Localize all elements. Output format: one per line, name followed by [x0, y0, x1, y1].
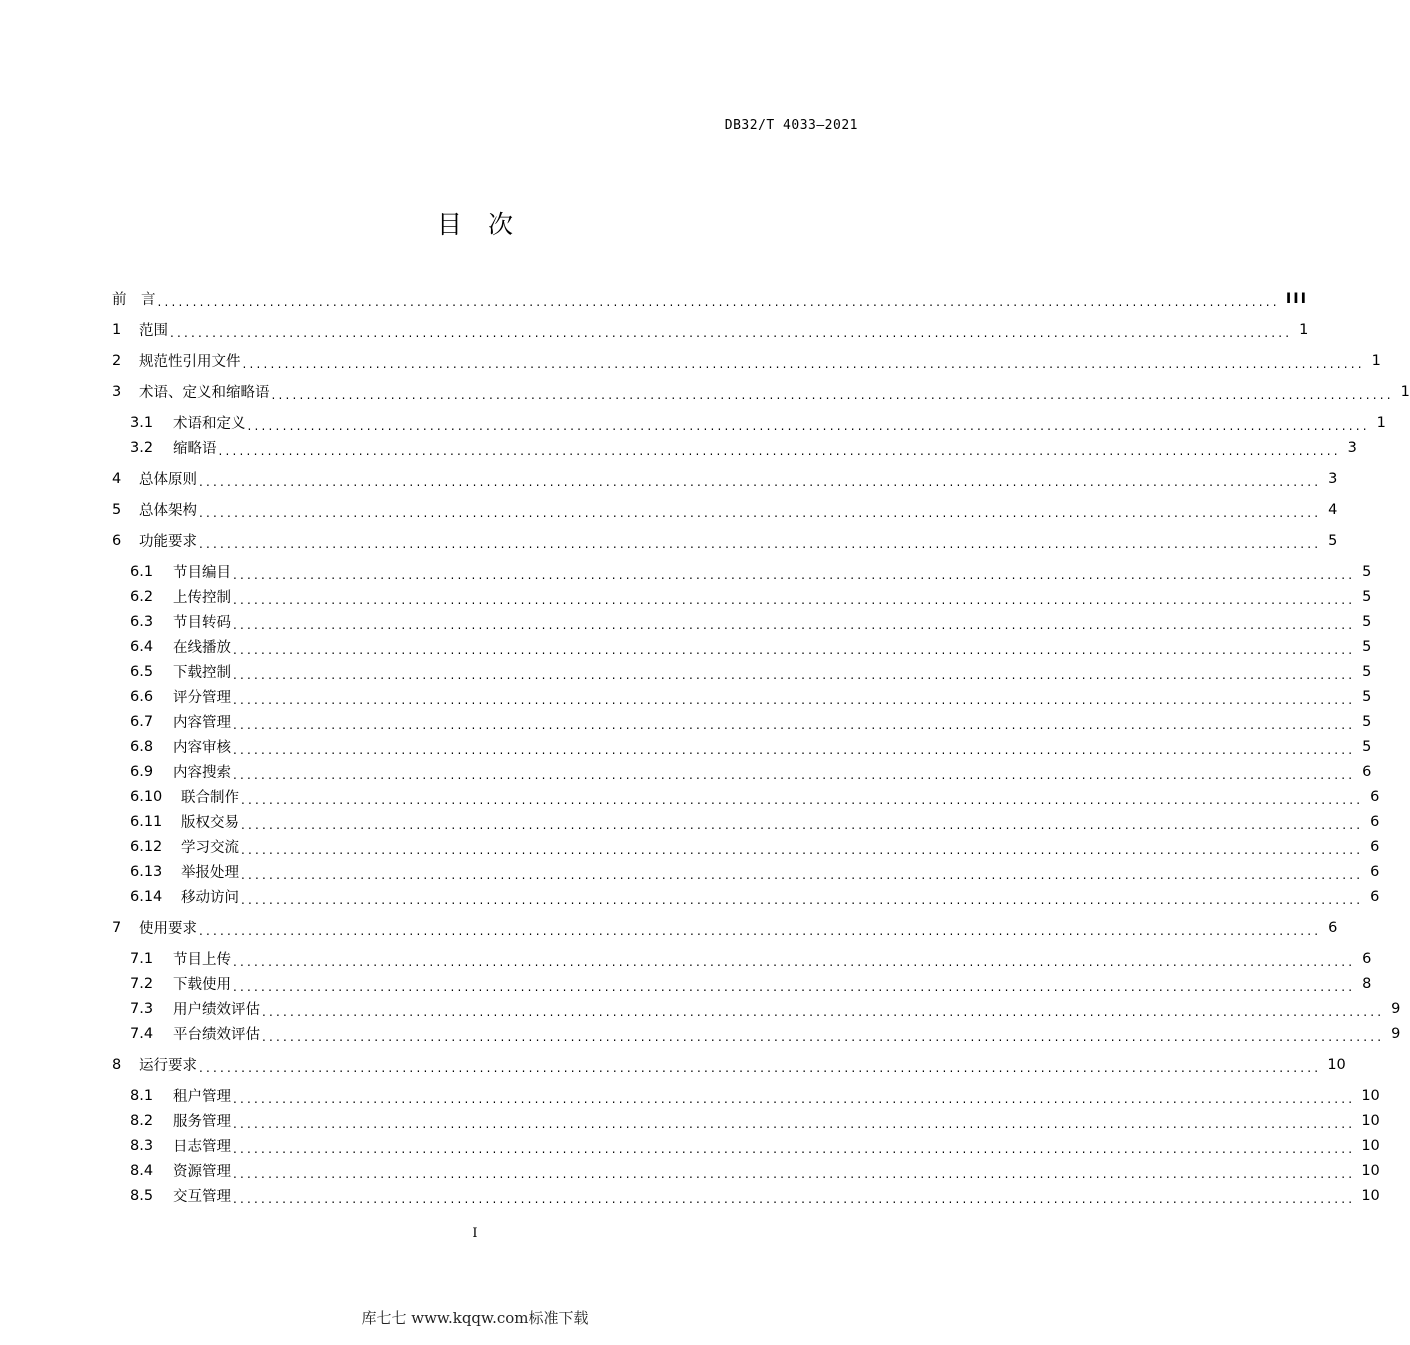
toc-entry-number: 6.10 — [130, 788, 163, 805]
toc-entry[interactable] — [112, 809, 1380, 834]
toc-leader-dots: ................................................................................................................................................................ — [241, 817, 1364, 832]
toc-entry-number: 8.1 — [130, 1087, 154, 1104]
toc-entry-number: 6.7 — [130, 713, 154, 730]
page-title — [0, 205, 950, 241]
toc-entry-label: 下载控制 — [173, 665, 231, 681]
toc-entry-label: 节目转码 — [173, 615, 231, 631]
toc-leader-dots: ................................................................................................................................................................ — [262, 1004, 1385, 1019]
toc-entry-page: 10 — [1327, 1056, 1346, 1073]
toc-entry-page: 9 — [1391, 1000, 1401, 1017]
toc-entry-page: 1 — [1371, 352, 1381, 369]
toc-entry[interactable] — [112, 971, 1372, 996]
toc-entry-label: 内容审核 — [173, 740, 231, 756]
toc-entry[interactable] — [112, 559, 1372, 584]
toc-leader-dots: ................................................................................................................................................................ — [199, 536, 1322, 551]
toc-entry-page: 8 — [1362, 975, 1372, 992]
toc-leader-dots: ................................................................................................................................................................ — [233, 617, 1356, 632]
toc-entry-page: 1 — [1376, 414, 1386, 431]
toc-entry[interactable] — [112, 1158, 1380, 1183]
toc-entry[interactable] — [112, 1083, 1380, 1108]
toc-entry-label: 在线播放 — [173, 640, 231, 656]
toc-entry-label: 平台绩效评估 — [173, 1027, 260, 1043]
toc-entry-page: 3 — [1347, 439, 1357, 456]
toc-entry[interactable] — [112, 859, 1380, 884]
toc-entry[interactable] — [112, 915, 1338, 940]
toc-entry-number: 6.12 — [130, 838, 163, 855]
toc-entry-page: 6 — [1370, 788, 1380, 805]
toc-entry-page: 5 — [1362, 713, 1372, 730]
toc-entry-number: 6.6 — [130, 688, 154, 705]
toc-entry-number: 6.8 — [130, 738, 154, 755]
toc-entry[interactable] — [112, 946, 1372, 971]
toc-entry-label: 缩略语 — [173, 441, 217, 457]
toc-entry-label: 日志管理 — [173, 1139, 231, 1155]
toc-entry-number: 6.14 — [130, 888, 163, 905]
toc-entry-number: 6.2 — [130, 588, 154, 605]
toc-entry-label: 使用要求 — [139, 921, 197, 937]
toc-leader-dots: ................................................................................................................................................................ — [199, 1060, 1322, 1075]
toc-entry[interactable] — [112, 528, 1338, 553]
toc-entry-page: 6 — [1362, 950, 1372, 967]
toc-entry-label: 内容搜索 — [173, 765, 231, 781]
toc-leader-dots: ................................................................................................................................................................ — [233, 1141, 1356, 1156]
toc-entry-label: 租户管理 — [173, 1089, 231, 1105]
toc-entry[interactable] — [112, 435, 1357, 460]
toc-entry[interactable] — [112, 609, 1372, 634]
toc-entry[interactable] — [112, 784, 1380, 809]
toc-leader-dots: ................................................................................................................................................................ — [233, 979, 1356, 994]
toc-entry-label: 版权交易 — [181, 815, 239, 831]
toc-entry-number: 2 — [112, 352, 122, 369]
toc-entry-label: 节目上传 — [173, 952, 231, 968]
toc-entry-number: 3.1 — [130, 414, 154, 431]
toc-entry-page: 10 — [1361, 1137, 1380, 1154]
toc-leader-dots: ................................................................................................................................................................ — [233, 567, 1356, 582]
toc-leader-dots: ................................................................................................................................................................ — [233, 1116, 1356, 1131]
toc-entry-page: 10 — [1361, 1112, 1380, 1129]
toc-leader-dots: ................................................................................................................................................................ — [271, 387, 1394, 402]
toc-entry-number: 6.4 — [130, 638, 154, 655]
toc-leader-dots: ................................................................................................................................................................ — [233, 592, 1356, 607]
toc-leader-dots: ................................................................................................................................................................ — [242, 356, 1365, 371]
toc-leader-dots: ................................................................................................................................................................ — [199, 923, 1322, 938]
toc-entry-label: 范围 — [139, 323, 168, 339]
toc-entry-page: 5 — [1362, 688, 1372, 705]
toc-entry-label: 学习交流 — [181, 840, 239, 856]
toc-entry-label: 前 言 — [112, 292, 156, 308]
toc-entry-label: 上传控制 — [173, 590, 231, 606]
toc-entry-label: 交互管理 — [173, 1189, 231, 1205]
footer-watermark: 库七七 www.kqqw.com标准下载 — [361, 1309, 589, 1327]
toc-entry-number: 6.11 — [130, 813, 163, 830]
toc-entry[interactable] — [112, 584, 1372, 609]
toc-entry-page: 5 — [1362, 638, 1372, 655]
toc-entry-number: 6.1 — [130, 563, 154, 580]
toc-entry-number: 5 — [112, 501, 122, 518]
toc-entry-number: 4 — [112, 470, 122, 487]
toc-leader-dots: ................................................................................................................................................................ — [170, 325, 1293, 340]
toc-entry-number: 8.2 — [130, 1112, 154, 1129]
toc-leader-dots: ................................................................................................................................................................ — [233, 742, 1356, 757]
toc-entry-number: 6 — [112, 532, 122, 549]
toc-entry-page: 6 — [1370, 863, 1380, 880]
toc-entry[interactable] — [112, 410, 1386, 435]
toc-entry-page: 3 — [1328, 470, 1338, 487]
toc-leader-dots: ................................................................................................................................................................ — [233, 767, 1356, 782]
toc-entry-number: 6.5 — [130, 663, 154, 680]
toc-leader-dots: ................................................................................................................................................................ — [233, 642, 1356, 657]
toc-leader-dots: ................................................................................................................................................................ — [233, 1091, 1356, 1106]
toc-leader-dots: ................................................................................................................................................................ — [262, 1029, 1385, 1044]
toc-entry[interactable] — [112, 996, 1401, 1021]
toc-entry-number: 8.5 — [130, 1187, 154, 1204]
toc-entry-label: 举报处理 — [181, 865, 239, 881]
toc-entry[interactable] — [112, 379, 1410, 404]
toc-entry[interactable] — [112, 348, 1381, 373]
toc-leader-dots: ................................................................................................................................................................ — [241, 842, 1364, 857]
toc-entry-label: 总体架构 — [139, 503, 197, 519]
toc-entry[interactable] — [112, 497, 1338, 522]
toc-entry-page: 5 — [1362, 563, 1372, 580]
toc-entry-page: 6 — [1370, 813, 1380, 830]
toc-entry-page: 5 — [1328, 532, 1338, 549]
toc-entry-label: 运行要求 — [139, 1058, 197, 1074]
toc-entry-page: 9 — [1391, 1025, 1401, 1042]
toc-entry[interactable] — [112, 1133, 1380, 1158]
toc-entry[interactable] — [112, 317, 1309, 342]
toc-entry-page: III — [1285, 290, 1308, 307]
toc-leader-dots: ................................................................................................................................................................ — [233, 717, 1356, 732]
toc-leader-dots: ................................................................................................................................................................ — [241, 867, 1364, 882]
toc-entry[interactable] — [112, 759, 1372, 784]
title-char-right: 次 — [488, 210, 514, 239]
toc-entry[interactable] — [112, 734, 1372, 759]
toc-leader-dots: ................................................................................................................................................................ — [199, 505, 1322, 520]
toc-entry-label: 总体原则 — [139, 472, 197, 488]
toc-entry-label: 联合制作 — [181, 790, 239, 806]
toc-entry-page: 5 — [1362, 588, 1372, 605]
toc-entry-page: 1 — [1299, 321, 1309, 338]
toc-entry[interactable] — [112, 1108, 1380, 1133]
toc-entry-page: 10 — [1361, 1187, 1380, 1204]
toc-entry-label: 术语、定义和缩略语 — [139, 385, 270, 401]
toc-entry-label: 节目编目 — [173, 565, 231, 581]
table-of-contents — [112, 286, 1410, 1208]
toc-entry-number: 7 — [112, 919, 122, 936]
toc-entry-page: 5 — [1362, 613, 1372, 630]
toc-entry-number: 3.2 — [130, 439, 154, 456]
toc-entry-number: 7.3 — [130, 1000, 154, 1017]
toc-entry[interactable] — [112, 634, 1372, 659]
toc-entry-number: 6.9 — [130, 763, 154, 780]
toc-entry-page: 5 — [1362, 738, 1372, 755]
toc-entry[interactable] — [112, 834, 1380, 859]
toc-entry[interactable] — [112, 1052, 1346, 1077]
toc-leader-dots: ................................................................................................................................................................ — [233, 1166, 1356, 1181]
toc-leader-dots: ................................................................................................................................................................ — [233, 667, 1356, 682]
toc-entry[interactable] — [112, 1021, 1401, 1046]
toc-entry-label: 功能要求 — [139, 534, 197, 550]
toc-entry[interactable] — [112, 684, 1372, 709]
toc-entry-number: 8.4 — [130, 1162, 154, 1179]
toc-entry-label: 下载使用 — [173, 977, 231, 993]
page-number: I — [472, 1226, 478, 1241]
toc-entry-label: 评分管理 — [173, 690, 231, 706]
toc-entry[interactable] — [112, 286, 1308, 311]
toc-entry-label: 规范性引用文件 — [139, 354, 241, 370]
toc-entry-number: 8 — [112, 1056, 122, 1073]
title-char-left: 目 — [436, 210, 462, 239]
document-code: DB32/T 4033—2021 — [724, 118, 858, 133]
toc-entry-label: 移动访问 — [181, 890, 239, 906]
toc-entry-number: 8.3 — [130, 1137, 154, 1154]
toc-leader-dots: ................................................................................................................................................................ — [233, 954, 1356, 969]
toc-leader-dots: ................................................................................................................................................................ — [233, 1191, 1356, 1206]
toc-leader-dots: ................................................................................................................................................................ — [199, 474, 1322, 489]
toc-entry-number: 7.1 — [130, 950, 154, 967]
toc-entry-number: 3 — [112, 383, 122, 400]
toc-leader-dots: ................................................................................................................................................................ — [233, 692, 1356, 707]
toc-entry-page: 6 — [1328, 919, 1338, 936]
toc-entry-label: 资源管理 — [173, 1164, 231, 1180]
toc-entry-number: 6.3 — [130, 613, 154, 630]
toc-entry-page: 10 — [1361, 1162, 1380, 1179]
toc-entry-label: 内容管理 — [173, 715, 231, 731]
toc-leader-dots: ................................................................................................................................................................ — [218, 443, 1341, 458]
toc-entry[interactable] — [112, 1183, 1380, 1208]
toc-entry-number: 1 — [112, 321, 122, 338]
toc-leader-dots: ................................................................................................................................................................ — [247, 418, 1370, 433]
toc-entry-page: 6 — [1370, 888, 1380, 905]
toc-entry-page: 5 — [1362, 663, 1372, 680]
toc-entry-label: 服务管理 — [173, 1114, 231, 1130]
toc-entry[interactable] — [112, 466, 1338, 491]
toc-leader-dots: ................................................................................................................................................................ — [157, 294, 1280, 309]
toc-entry-number: 6.13 — [130, 863, 163, 880]
toc-entry-page: 10 — [1361, 1087, 1380, 1104]
toc-entry-number: 7.2 — [130, 975, 154, 992]
toc-entry[interactable] — [112, 709, 1372, 734]
toc-leader-dots: ................................................................................................................................................................ — [241, 792, 1364, 807]
toc-entry-page: 6 — [1370, 838, 1380, 855]
toc-entry-label: 用户绩效评估 — [173, 1002, 260, 1018]
toc-entry-number: 7.4 — [130, 1025, 154, 1042]
toc-entry[interactable] — [112, 659, 1372, 684]
toc-entry-label: 术语和定义 — [173, 416, 246, 432]
toc-entry-page: 1 — [1400, 383, 1410, 400]
toc-leader-dots: ................................................................................................................................................................ — [241, 892, 1364, 907]
toc-entry-page: 4 — [1328, 501, 1338, 518]
toc-entry-page: 6 — [1362, 763, 1372, 780]
toc-entry[interactable] — [112, 884, 1380, 909]
